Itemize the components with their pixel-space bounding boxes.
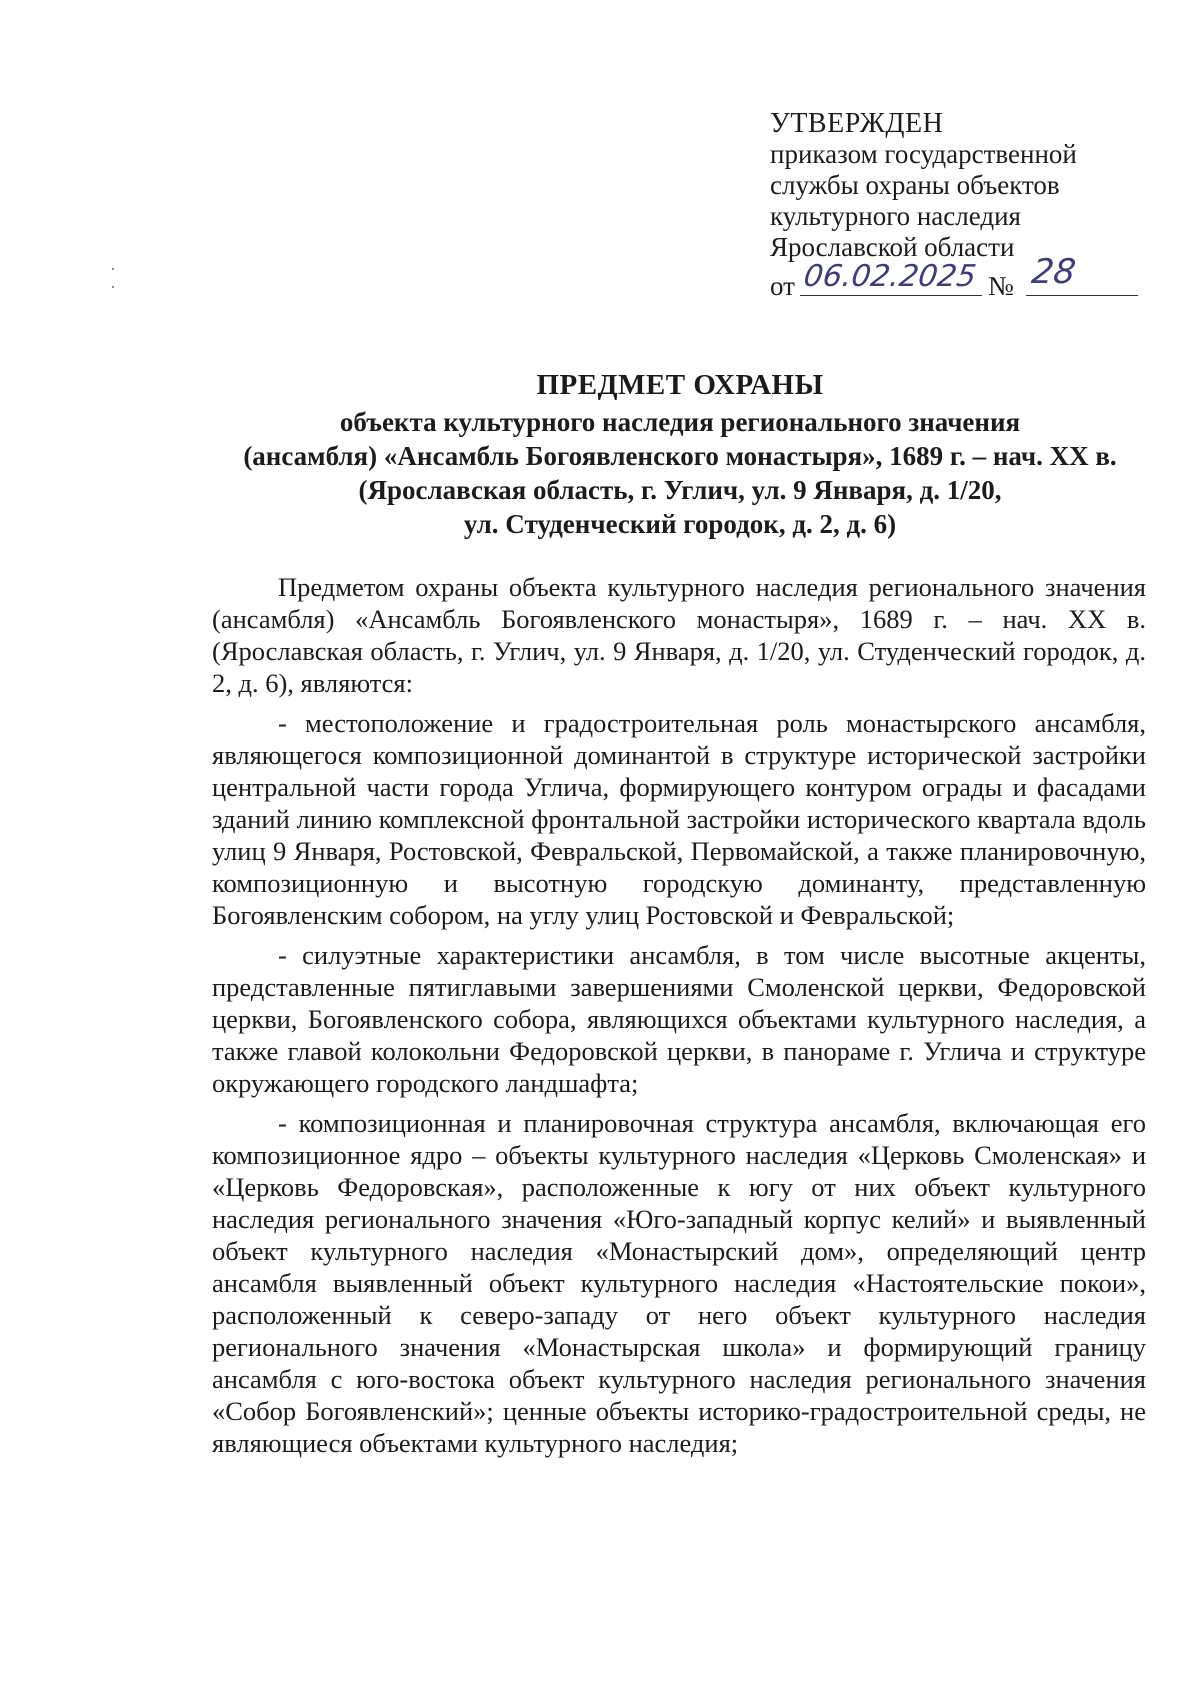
approval-line-2: службы охраны объектов xyxy=(770,170,1060,200)
from-label: от xyxy=(770,271,795,301)
list-item-silhouette: - силуэтные характеристики ансамбля, в том числе высотные акценты, представленные пятиглавыми завершениями Смоленской церкви, Федоровской церкви, Богоявленского собора, являющихся объектами культурного наследия, а также главой колокольни Федоровской церкви, в панораме г. Углича и структуре окружающего городского ландшафта; xyxy=(212,940,1146,1098)
number-label: № xyxy=(988,271,1014,301)
approval-stamp-block xyxy=(770,108,1130,301)
heading-line-2: (ансамбля) «Ансамбль Богоявленского монастыря», 1689 г. – нач. XX в. xyxy=(243,441,1117,471)
list-item-composition: - композиционная и планировочная структура ансамбля, включающая его композиционное ядро – объекты культурного наследия «Церковь Смоленская» и «Церковь Федоровская», расположенные к югу от них объект культурного наследия регионального значения «Юго-западный корпус келий» и выявленный объект культурного наследия «Монастырский дом», определяющий центр ансамбля выявленный объект культурного наследия «Настоятельские покои», расположенный к северо-западу от него объект культурного наследия регионального значения «Монастырская школа» и формирующий границу ансамбля с юго-востока объект культурного наследия регионального значения «Собор Богоявленский»; ценные объекты историко-градостроительной среды, не являющиеся объектами культурного наследия; xyxy=(212,1108,1146,1458)
handwritten-date: 06.02.2025 xyxy=(801,259,979,294)
document-heading xyxy=(200,368,1160,541)
handwritten-number: 28 xyxy=(1029,252,1079,292)
number-blank-line xyxy=(1026,295,1138,296)
heading-line-3: (Ярославская область, г. Углич, ул. 9 Января, д. 1/20, xyxy=(358,475,1002,505)
document-body xyxy=(212,571,1146,1467)
approval-line-4: Ярославской области xyxy=(770,232,1015,262)
approval-title: УТВЕРЖДЕН xyxy=(770,108,944,139)
heading-line-1: объекта культурного наследия регионального значения xyxy=(339,407,1021,437)
approval-line-3: культурного наследия xyxy=(770,201,1021,231)
heading-title: ПРЕДМЕТ ОХРАНЫ xyxy=(536,369,824,401)
order-date-number-line xyxy=(770,252,1130,301)
intro-paragraph: Предметом охраны объекта культурного наследия регионального значения (ансамбля) «Ансамбль Богоявленского монастыря», 1689 г. – нач. XX в. (Ярославская область, г. Углич, ул. 9 Января, д. 1/20, ул. Студенческий городок, д. 2, д. 6), являются: xyxy=(212,572,1146,698)
date-blank-line xyxy=(800,295,982,296)
approval-line-1: приказом государственной xyxy=(770,139,1077,169)
heading-line-4: ул. Студенческий городок, д. 2, д. 6) xyxy=(463,509,897,539)
list-item-location: - местоположение и градостроительная роль монастырского ансамбля, являющегося композиционной доминантой в структуре исторической застройки центральной части города Углича, формирующего контуром ограды и фасадами зданий линию комплексной фронтальной застройки исторического квартала вдоль улиц 9 Января, Ростовской, Февральской, Первомайской, а также планировочную, композиционную и высотную городскую доминанту, представленную Богоявленским собором, на углу улиц Ростовской и Февральской; xyxy=(212,708,1146,930)
